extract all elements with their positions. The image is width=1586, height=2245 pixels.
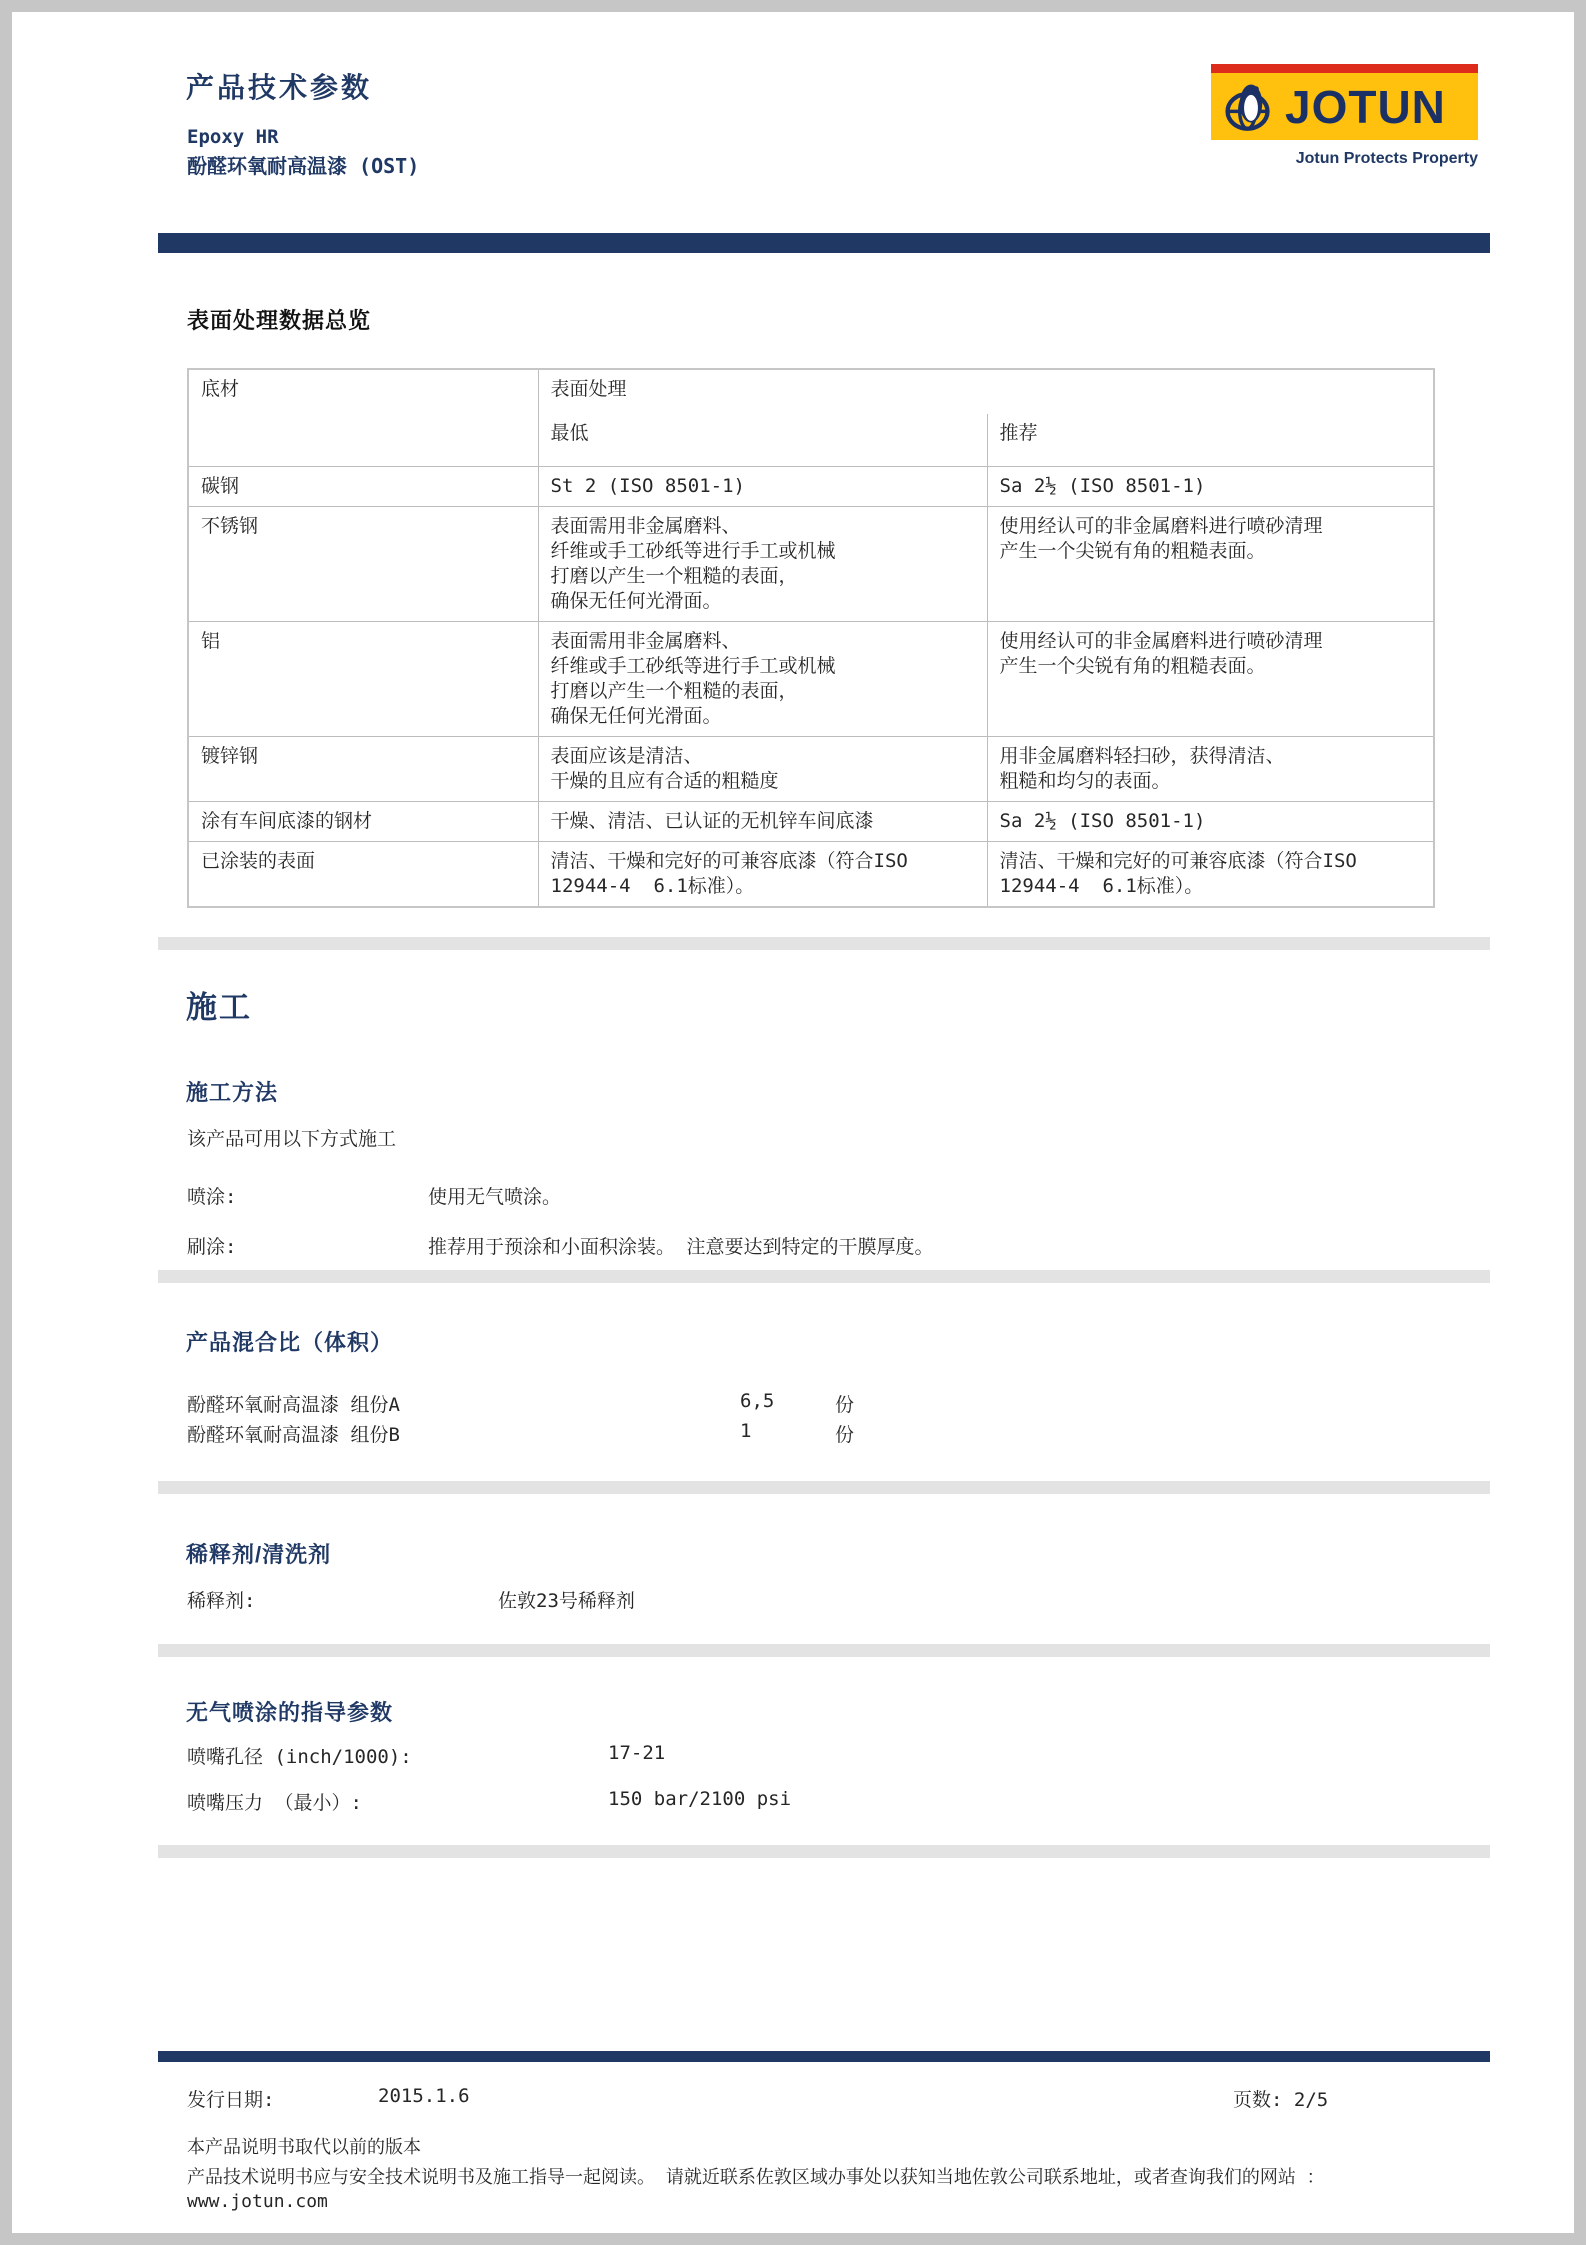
substrate-cell: 涂有车间底漆的钢材 [188, 801, 538, 841]
logo-red-stripe [1211, 64, 1478, 73]
methods-intro: 该产品可用以下方式施工 [187, 1128, 397, 1150]
surface-table-body [188, 466, 1434, 907]
substrate-column-header: 底材 [188, 369, 538, 466]
section-divider [158, 1644, 1490, 1657]
jotun-logo [1211, 64, 1478, 140]
product-name-cn: 酚醛环氧耐高温漆 (OST) [187, 154, 420, 178]
page-number: 页数: 2/5 [1233, 2089, 1329, 2111]
section-divider [158, 937, 1490, 950]
component-ratio: 6,5 [740, 1390, 775, 1412]
page-title: 产品技术参数 [186, 72, 373, 103]
table-header-row-1 [188, 369, 1434, 414]
airless-label: 喷嘴压力 （最小）: [187, 1792, 362, 1814]
airless-heading: 无气喷涂的指导参数 [186, 1700, 394, 1725]
recommended-cell: 使用经认可的非金属磨料进行喷砂清理 产生一个尖锐有角的粗糙表面。 [987, 506, 1434, 621]
footer-website: www.jotun.com [187, 2191, 328, 2212]
table-row [188, 841, 1434, 907]
thinner-heading: 稀释剂/清洗剂 [186, 1542, 332, 1567]
recommended-column-header: 推荐 [987, 414, 1434, 466]
section-divider [158, 1481, 1490, 1494]
thinner-value: 佐敦23号稀释剂 [498, 1590, 635, 1612]
component-label: 酚醛环氧耐高温漆 组份A [187, 1394, 400, 1416]
component-label: 酚醛环氧耐高温漆 组份B [187, 1424, 400, 1446]
component-unit: 份 [835, 1394, 855, 1416]
logo-wordmark: JOTUN [1285, 80, 1446, 133]
minimum-cell: 表面需用非金属磨料、 纤维或手工砂纸等进行手工或机械 打磨以产生一个粗糙的表面， 确保无任何光滑面。 [538, 506, 987, 621]
logo-yellow-panel [1211, 73, 1478, 140]
recommended-cell: Sa 2½ (ISO 8501-1) [987, 801, 1434, 841]
minimum-cell: St 2 (ISO 8501-1) [538, 466, 987, 506]
substrate-cell: 已涂装的表面 [188, 841, 538, 907]
component-ratio: 1 [740, 1420, 752, 1442]
substrate-cell: 镀锌钢 [188, 736, 538, 801]
issue-date-value: 2015.1.6 [378, 2085, 470, 2107]
thinner-label: 稀释剂: [187, 1590, 256, 1612]
issue-date-label: 发行日期: [187, 2089, 275, 2111]
component-unit: 份 [835, 1424, 855, 1446]
airless-value: 150 bar/2100 psi [608, 1788, 792, 1810]
section-divider [158, 1270, 1490, 1283]
footer-note-supersedes: 本产品说明书取代以前的版本 [187, 2137, 421, 2158]
footer-rule-bar [158, 2051, 1490, 2062]
method-value: 使用无气喷涂。 [428, 1186, 562, 1208]
minimum-cell: 清洁、干燥和完好的可兼容底漆（符合ISO 12944-4 6.1标准）。 [538, 841, 987, 907]
substrate-cell: 不锈钢 [188, 506, 538, 621]
recommended-cell: 使用经认可的非金属磨料进行喷砂清理 产生一个尖锐有角的粗糙表面。 [987, 621, 1434, 736]
methods-heading: 施工方法 [186, 1080, 279, 1105]
surface-treatment-span-header: 表面处理 [538, 369, 1434, 414]
surface-preparation-table [187, 368, 1435, 908]
recommended-cell: 用非金属磨料轻扫砂，获得清洁、 粗糙和均匀的表面。 [987, 736, 1434, 801]
method-label: 刷涂: [187, 1236, 237, 1258]
surface-section-heading: 表面处理数据总览 [187, 308, 372, 333]
product-name-en: Epoxy HR [187, 126, 279, 148]
header-rule-bar [158, 233, 1490, 253]
recommended-cell: Sa 2½ (ISO 8501-1) [987, 466, 1434, 506]
footer-note-read-with: 产品技术说明书应与安全技术说明书及施工指导一起阅读。 请就近联系佐敦区域办事处以获知当地佐敦公司联系地址，或者查询我们的网站 ： [187, 2167, 1325, 2188]
substrate-cell: 碳钢 [188, 466, 538, 506]
airless-label: 喷嘴孔径 (inch/1000): [187, 1746, 412, 1768]
table-row [188, 621, 1434, 736]
method-label: 喷涂: [187, 1186, 237, 1208]
minimum-cell: 干燥、清洁、已认证的无机锌车间底漆 [538, 801, 987, 841]
airless-value: 17-21 [608, 1742, 666, 1764]
table-row [188, 736, 1434, 801]
minimum-cell: 表面应该是清洁、 干燥的且应有合适的粗糙度 [538, 736, 987, 801]
minimum-column-header: 最低 [538, 414, 987, 466]
logo-tagline: Jotun Protects Property [1295, 150, 1478, 167]
method-value: 推荐用于预涂和小面积涂装。 注意要达到特定的干膜厚度。 [428, 1236, 934, 1258]
section-divider [158, 1845, 1490, 1858]
recommended-cell: 清洁、干燥和完好的可兼容底漆（符合ISO 12944-4 6.1标准）。 [987, 841, 1434, 907]
substrate-cell: 铝 [188, 621, 538, 736]
table-row [188, 506, 1434, 621]
penguin-globe-icon [1225, 82, 1277, 132]
table-row [188, 466, 1434, 506]
application-heading: 施工 [186, 990, 252, 1025]
mixing-heading: 产品混合比（体积） [186, 1330, 394, 1355]
minimum-cell: 表面需用非金属磨料、 纤维或手工砂纸等进行手工或机械 打磨以产生一个粗糙的表面， 确保无任何光滑面。 [538, 621, 987, 736]
table-row [188, 801, 1434, 841]
